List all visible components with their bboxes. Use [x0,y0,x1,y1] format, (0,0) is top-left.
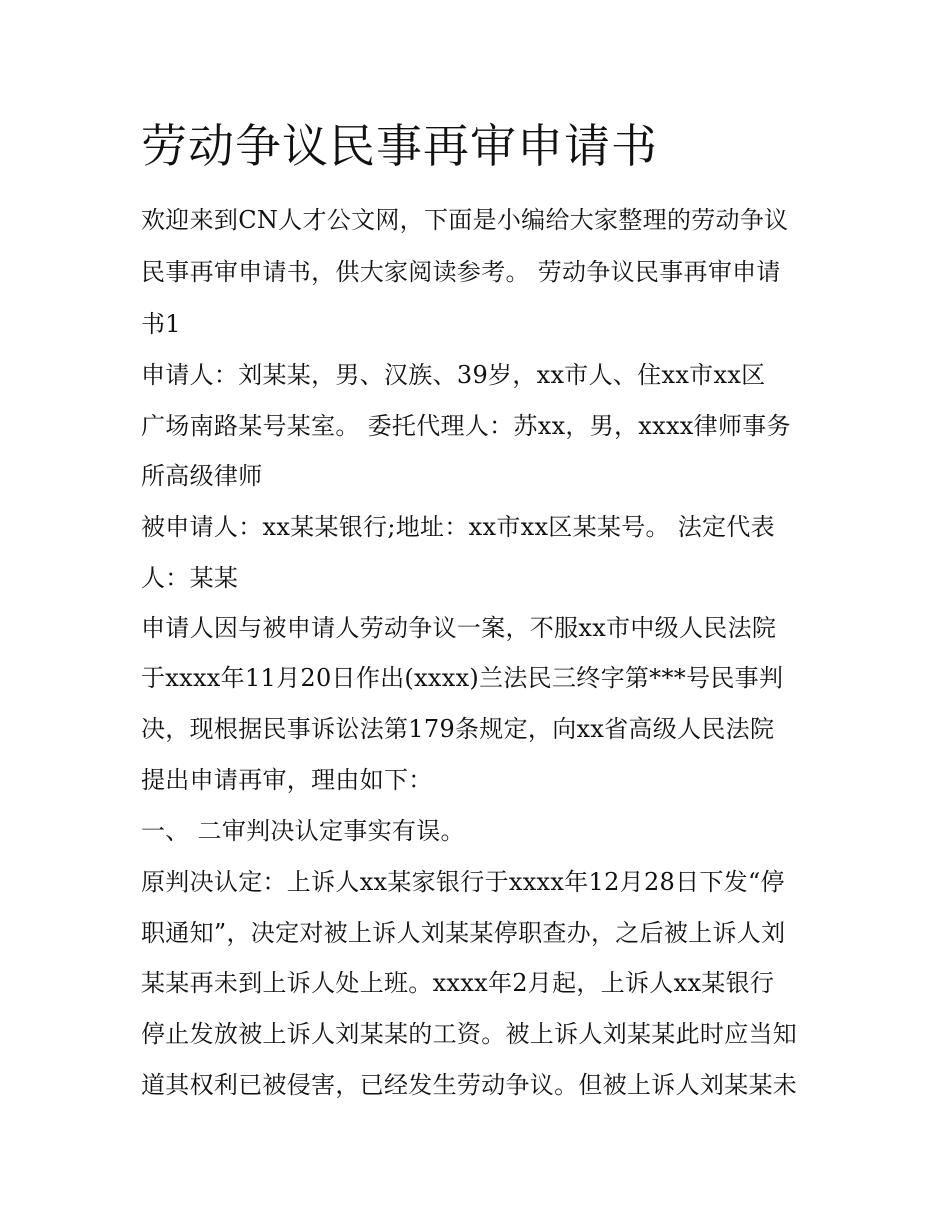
text-line: 某某再未到上诉人处上班。xxxx年2月起，上诉人xx某银行 [141,969,775,997]
text-line: 广场南路某号某室。 委托代理人：苏xx，男，xxxx律师事务 [141,412,791,440]
text-line: 原判决认定：上诉人xx某家银行于xxxx年12月28日下发“停 [141,868,785,896]
text-line: 民事再审申请书，供大家阅读参考。 劳动争议民事再审申请 [141,258,781,286]
text-line: 决，现根据民事诉讼法第179条规定，向xx省高级人民法院 [141,715,775,743]
text-line: 被申请人：xx某某银行;地址：xx市xx区某某号。 法定代表 [141,513,775,541]
text-line: 提出申请再审，理由如下： [141,766,433,794]
text-line: 人：某某 [141,564,239,592]
text-line: 停止发放被上诉人刘某某的工资。被上诉人刘某某此时应当知 [141,1020,798,1048]
text-line: 所高级律师 [141,462,263,490]
text-line: 职通知”，决定对被上诉人刘某某停职查办，之后被上诉人刘 [141,919,786,947]
text-line: 申请人因与被申请人劳动争议一案，不服xx市中级人民法院 [141,614,777,642]
text-line: 书1 [141,310,181,338]
text-line: 申请人：刘某某，男、汉族、39岁，xx市人、住xx市xx区 [141,361,766,389]
text-line: 欢迎来到CN人才公文网，下面是小编给大家整理的劳动争议 [141,206,789,234]
text-line: 道其权利已被侵害，已经发生劳动争议。但被上诉人刘某某未 [141,1071,798,1099]
text-line: 于xxxx年11月20日作出(xxxx)兰法民三终字第***号民事判 [141,664,784,692]
document-title: 劳动争议民事再审申请书 [141,119,658,173]
section-heading: 一、 二审判决认定事实有误。 [141,817,465,845]
